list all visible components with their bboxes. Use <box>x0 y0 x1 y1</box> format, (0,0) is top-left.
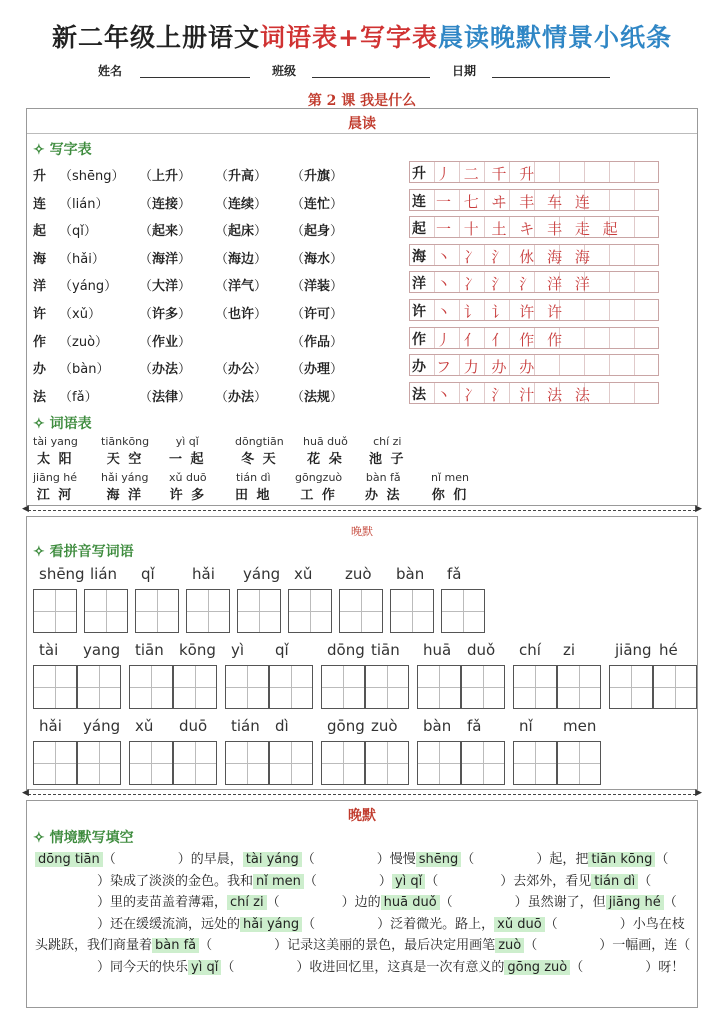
student-info-row <box>0 62 724 82</box>
word-2: （升高） <box>215 169 268 184</box>
word-1: （连接） <box>139 196 192 212</box>
pinyin-syllable: xǔ <box>294 565 313 583</box>
tianzige-box[interactable] <box>609 665 653 709</box>
pinyin-syllable: duǒ <box>467 641 496 659</box>
word-3: （作品） <box>291 334 344 350</box>
pinyin-syllable: dōng <box>327 641 365 659</box>
stroke-order: 丿 二 千 升 <box>436 165 539 183</box>
vocab-hanzi: 太 阳 <box>37 452 74 467</box>
vocab-hanzi: 一 起 <box>169 452 206 467</box>
stroke-char: 海 <box>412 248 426 265</box>
tianzige-box[interactable] <box>417 665 461 709</box>
tianzige-box[interactable] <box>269 741 313 785</box>
pinyin-syllable: shēng <box>39 565 85 583</box>
pinyin-syllable: hé <box>659 641 678 659</box>
character: 法 <box>33 389 47 405</box>
tianzige-box[interactable] <box>173 665 217 709</box>
divider-left-arrow: ◀ <box>22 504 29 514</box>
pinyin-syllable: zuò <box>345 565 372 583</box>
pinyin-label: （lián） <box>59 196 109 212</box>
character: 升 <box>33 169 47 184</box>
tianzige-box[interactable] <box>173 741 217 785</box>
vocab-hanzi: 你 们 <box>431 488 469 503</box>
pinyin-label: （zuò） <box>59 334 109 350</box>
tianzige-box[interactable] <box>461 665 505 709</box>
word-2: （办法） <box>215 389 268 405</box>
pinyin-syllable: chí <box>519 641 541 659</box>
word-2: （连续） <box>215 196 268 212</box>
pinyin-hint: gōng zuò <box>504 960 570 975</box>
tianzige-box[interactable] <box>461 741 505 785</box>
stroke-char: 洋 <box>412 276 426 293</box>
pinyin-syllable: tiān <box>135 641 164 659</box>
tianzige-box[interactable] <box>33 741 77 785</box>
stroke-order: フ 力 办 办 <box>436 358 539 377</box>
vocab-pinyin: jiāng hé <box>33 471 78 484</box>
stroke-char: 作 <box>412 331 426 348</box>
tianzige-box[interactable] <box>288 589 332 633</box>
paragraph-text: ）边的 <box>341 895 381 911</box>
tianzige-box[interactable] <box>557 665 601 709</box>
stroke-char: 升 <box>412 166 426 182</box>
vocab-table-heading: ✧ 词语表 <box>33 416 92 432</box>
vocab-pinyin: xǔ duō <box>169 471 207 484</box>
tianzige-box[interactable] <box>77 665 121 709</box>
stroke-order: 丿 亻 亻 作 作 <box>436 330 567 349</box>
character: 起 <box>33 224 47 240</box>
vocab-pinyin: tián dì <box>235 471 271 484</box>
section-title-evening: 晚默 <box>351 525 373 538</box>
date-label: 日期 <box>452 64 477 78</box>
pinyin-syllable: yáng <box>243 565 281 583</box>
pinyin-syllable: bàn <box>396 565 425 583</box>
word-2: （办公） <box>215 362 268 378</box>
vocab-pinyin: huā duǒ <box>303 435 348 448</box>
word-3: （升旗） <box>291 169 344 184</box>
pinyin-writing-heading: ✧ 看拼音写词语 <box>33 544 134 560</box>
paragraph-text: ）还在缓缓流淌，远处的 <box>97 916 241 932</box>
tianzige-box[interactable] <box>84 589 128 633</box>
stroke-char: 连 <box>412 193 426 210</box>
pinyin-syllable: hǎi <box>39 717 62 735</box>
pinyin-syllable: yáng <box>83 717 121 735</box>
pinyin-hint: yì qǐ <box>392 874 425 889</box>
class-field[interactable] <box>312 77 430 78</box>
stroke-order-grid <box>409 216 659 238</box>
lesson-title: 第 2 课 我是什么 <box>307 93 417 109</box>
pinyin-syllable: tài <box>39 641 59 659</box>
pinyin-hint: hǎi yáng <box>240 917 302 932</box>
pinyin-syllable: zi <box>563 641 576 659</box>
pinyin-label: （hǎi） <box>59 251 105 267</box>
tianzige-box[interactable] <box>417 741 461 785</box>
word-2: （也许） <box>215 307 268 322</box>
section-divider-2 <box>22 788 702 798</box>
paragraph-text: ）的早晨， <box>177 852 243 867</box>
pinyin-syllable: nǐ <box>519 717 533 735</box>
vocab-word <box>101 435 149 467</box>
tianzige-box[interactable] <box>321 665 365 709</box>
pinyin-syllable: fǎ <box>447 565 462 583</box>
vocab-word <box>303 435 348 467</box>
divider-left-arrow: ◀ <box>22 788 29 798</box>
stroke-order-grid <box>409 189 659 211</box>
title-part-notes: 晨读晚默情景小纸条 <box>437 23 672 52</box>
name-label: 姓名 <box>98 64 123 78</box>
tianzige-box[interactable] <box>33 589 77 633</box>
vocab-pinyin: gōngzuò <box>295 471 343 484</box>
word-1: （法律） <box>139 389 192 405</box>
pinyin-syllable: yang <box>83 641 121 659</box>
paragraph-text: ）泛着微光。路上， <box>377 916 495 932</box>
vocab-pinyin: yì qǐ <box>175 435 199 448</box>
pinyin-hint: tài yáng <box>243 852 302 867</box>
pinyin-label: （yáng） <box>59 279 118 295</box>
vocab-pinyin: hǎi yáng <box>101 471 149 484</box>
stroke-char: 法 <box>412 386 426 403</box>
vocab-word <box>169 471 207 503</box>
pinyin-hint: zuò <box>495 938 524 953</box>
vocab-hanzi: 花 朵 <box>307 452 344 467</box>
word-1: （大洋） <box>139 279 192 295</box>
context-fill-section <box>26 800 698 1008</box>
date-field[interactable] <box>492 77 610 78</box>
pinyin-syllable: tiān <box>371 641 400 659</box>
tianzige-box[interactable] <box>365 665 409 709</box>
pinyin-hint: shēng <box>416 852 462 867</box>
vocab-hanzi: 江 河 <box>36 488 74 503</box>
morning-reading-section <box>26 108 698 506</box>
tianzige-box[interactable] <box>186 589 230 633</box>
tianzige-box[interactable] <box>321 741 365 785</box>
tianzige-box[interactable] <box>135 589 179 633</box>
pinyin-syllable: bàn <box>423 717 452 735</box>
word-2: （洋气） <box>215 279 268 295</box>
pinyin-syllable: hǎi <box>192 565 215 583</box>
tianzige-box[interactable] <box>225 741 269 785</box>
pinyin-label: （fǎ） <box>59 389 98 405</box>
pinyin-hint: tián dì <box>591 874 638 889</box>
stroke-order-grid <box>409 271 659 293</box>
name-field[interactable] <box>140 77 250 78</box>
vocab-hanzi: 办 法 <box>365 488 402 503</box>
pinyin-syllable: dì <box>275 717 289 735</box>
pinyin-syllable: jiāng <box>615 641 652 659</box>
paragraph-text: ）小鸟在枝头跳跃，我们商量着 <box>35 916 685 954</box>
paragraph-text: ）起，把 <box>536 852 589 867</box>
stroke-char: 起 <box>412 221 426 238</box>
pinyin-label: （qǐ） <box>59 224 97 240</box>
pinyin-syllable: qǐ <box>141 565 155 583</box>
character: 连 <box>33 196 47 212</box>
pinyin-syllable: zuò <box>371 717 398 735</box>
pinyin-hint: jiāng hé <box>606 895 664 910</box>
vocab-word <box>235 435 284 467</box>
word-1: （海洋） <box>139 251 192 267</box>
tianzige-box[interactable] <box>129 665 173 709</box>
title-part-grade: 新二年级上册语文 <box>52 23 261 52</box>
stroke-order-grid <box>409 299 659 321</box>
title-part-tables: 词语表+写字表 <box>260 23 438 52</box>
word-1: （办法） <box>139 362 192 378</box>
pinyin-hint: nǐ men <box>253 874 304 889</box>
pinyin-hint: xǔ duō <box>494 917 545 932</box>
vocab-hanzi: 天 空 <box>106 452 144 467</box>
tianzige-box[interactable] <box>557 741 601 785</box>
vocab-hanzi: 田 地 <box>235 488 272 503</box>
tianzige-box[interactable] <box>129 741 173 785</box>
section-title-evening-2: 晚默 <box>348 808 376 824</box>
vocab-hanzi: 工 作 <box>300 488 337 503</box>
pinyin-syllable: qǐ <box>275 641 289 659</box>
pinyin-hint: chí zi <box>227 895 267 910</box>
pinyin-syllable: huā <box>423 641 452 659</box>
pinyin-syllable: fǎ <box>467 717 482 735</box>
class-label: 班级 <box>272 64 297 78</box>
word-3: （起身） <box>291 224 344 240</box>
stroke-order-grid <box>409 327 659 349</box>
tianzige-box[interactable] <box>237 589 281 633</box>
fill-in-paragraph: dōng tiān （ ）的早晨， tài yáng （ ）慢慢 shēng （ ）起，把 tiān kōng （）染成了淡淡的金色。我和 nǐ men （ ） yì qǐ （ ）去郊外，看见 tián dì （）里的麦苗盖着薄霜， chí zi （ ）边的 huā duǒ （ ）虽然谢了，但 jiāng hé （）还在缓缓流淌，远处的 hǎi yáng （ ）泛着微光。路上， xǔ duō （ ）小鸟在枝头跳跃，我们商量着 bàn fǎ （ ）记录这美丽的景色，最后决定用画笔 zuò （ ）一幅画，连（）同今天的快乐 yì qǐ （ ）收进回忆里，这真是一次有意义的 gōng zuò （ ）呀！ <box>35 852 691 975</box>
stroke-order: 丶 冫 氵 㲻 海 海 <box>436 247 594 266</box>
stroke-order-grid <box>409 354 659 376</box>
paragraph-text: ） <box>378 873 392 889</box>
pinyin-syllable: men <box>563 717 597 735</box>
vocab-pinyin: nǐ men <box>431 471 469 484</box>
tianzige-box[interactable] <box>513 741 557 785</box>
word-1: （作业） <box>139 334 192 350</box>
paragraph-text: ）里的麦苗盖着薄霜， <box>97 895 228 911</box>
vocab-word <box>295 471 342 503</box>
stroke-char: 许 <box>412 304 426 320</box>
vocab-word <box>33 435 78 467</box>
paragraph-text: ）收进回忆里，这真是一次有意义的 <box>296 959 505 975</box>
evening-dictation-section <box>26 516 698 790</box>
pinyin-hint: huā duǒ <box>381 895 440 910</box>
word-1: （许多） <box>139 307 192 322</box>
paragraph-text: ）去郊外，看见 <box>500 873 592 889</box>
pinyin-syllable: lián <box>90 565 118 583</box>
pinyin-hint: yì qǐ <box>188 960 221 975</box>
character: 许 <box>33 307 47 322</box>
pinyin-hint: dōng tiān <box>35 852 103 867</box>
tianzige-box[interactable] <box>441 589 485 633</box>
paragraph-text: ）一幅画，连（ <box>599 938 691 954</box>
vocab-word <box>101 471 148 503</box>
tianzige-box[interactable] <box>365 741 409 785</box>
vocab-pinyin: tiānkōng <box>101 435 150 448</box>
character: 作 <box>33 334 47 350</box>
word-3: （许可） <box>291 307 344 322</box>
stroke-order: 丶 冫 氵 氵 洋 洋 <box>436 275 594 294</box>
vocab-word <box>235 471 272 503</box>
stroke-order: 丶 讠 讠 许 许 <box>436 303 567 321</box>
pinyin-syllable: tián <box>231 717 260 735</box>
paragraph-text: ）慢慢 <box>376 852 416 867</box>
character: 办 <box>33 362 47 378</box>
stroke-order-grid <box>409 382 659 404</box>
stroke-order-grid <box>409 161 659 183</box>
vocab-hanzi: 冬 天 <box>241 452 278 467</box>
word-3: （法规） <box>291 389 344 405</box>
paragraph-text: ）呀！ <box>645 959 685 975</box>
word-2: （起床） <box>215 224 268 240</box>
stroke-char: 办 <box>412 359 426 376</box>
vocab-hanzi: 池 子 <box>369 452 406 467</box>
paragraph-text: ）同今天的快乐 <box>97 959 189 975</box>
stroke-order: 丶 冫 氵 汁 法 法 <box>436 385 594 404</box>
stroke-order: 一 七 ヰ 丰 车 连 <box>436 192 594 211</box>
stroke-order-grid <box>409 244 659 266</box>
divider-right-arrow: ▶ <box>695 788 702 798</box>
tianzige-box[interactable] <box>225 665 269 709</box>
vocab-word <box>169 435 206 467</box>
word-2: （海边） <box>215 251 268 267</box>
vocab-word <box>33 471 77 503</box>
tianzige-box[interactable] <box>269 665 313 709</box>
tianzige-box[interactable] <box>33 665 77 709</box>
word-3: （洋装） <box>291 279 344 295</box>
paragraph-text: ）虽然谢了，但 <box>514 895 606 911</box>
tianzige-box[interactable] <box>339 589 383 633</box>
word-1: （起来） <box>139 224 192 240</box>
word-3: （连忙） <box>291 196 344 212</box>
paragraph-text: ）记录这美丽的景色，最后决定用画笔 <box>274 938 496 954</box>
section-title-rule <box>27 133 697 134</box>
stroke-order: 一 十 土 キ 丰 走 起 <box>436 220 622 239</box>
pinyin-syllable: yì <box>231 641 245 659</box>
pinyin-syllable: duō <box>179 717 208 735</box>
vocab-hanzi: 海 洋 <box>106 488 143 503</box>
vocab-pinyin: dōngtiān <box>235 435 284 448</box>
vocab-pinyin: chí zi <box>373 435 402 448</box>
page-title <box>0 18 724 54</box>
pinyin-label: （bàn） <box>59 362 110 378</box>
vocab-word <box>431 471 469 503</box>
vocab-pinyin: bàn fǎ <box>365 471 401 484</box>
word-3: （办理） <box>291 362 344 378</box>
vocab-word <box>365 471 402 503</box>
divider-right-arrow: ▶ <box>695 504 702 514</box>
context-fill-heading: ✧ 情境默写填空 <box>33 830 134 846</box>
vocab-hanzi: 许 多 <box>169 488 207 503</box>
pinyin-hint: bàn fǎ <box>152 938 199 953</box>
writing-table-heading: ✧ 写字表 <box>33 142 92 158</box>
character: 洋 <box>33 279 47 295</box>
vocab-word <box>369 435 406 467</box>
pinyin-syllable: gōng <box>327 717 365 735</box>
pinyin-hint: tiān kōng <box>588 852 655 867</box>
tianzige-box[interactable] <box>653 665 697 709</box>
pinyin-syllable: xǔ <box>135 717 154 735</box>
word-3: （海水） <box>291 251 344 267</box>
character: 海 <box>33 251 47 267</box>
pinyin-syllable: kōng <box>179 641 216 659</box>
pinyin-label: （shēng） <box>59 169 125 184</box>
section-divider-1 <box>22 504 702 514</box>
vocab-pinyin: tài yang <box>33 435 78 448</box>
paragraph-text: ）染成了淡淡的金色。我和 <box>97 873 254 889</box>
pinyin-label: （xǔ） <box>59 307 101 322</box>
tianzige-box[interactable] <box>390 589 434 633</box>
tianzige-box[interactable] <box>513 665 557 709</box>
word-1: （上升） <box>139 169 192 184</box>
section-title-morning: 晨读 <box>348 116 376 132</box>
tianzige-box[interactable] <box>77 741 121 785</box>
